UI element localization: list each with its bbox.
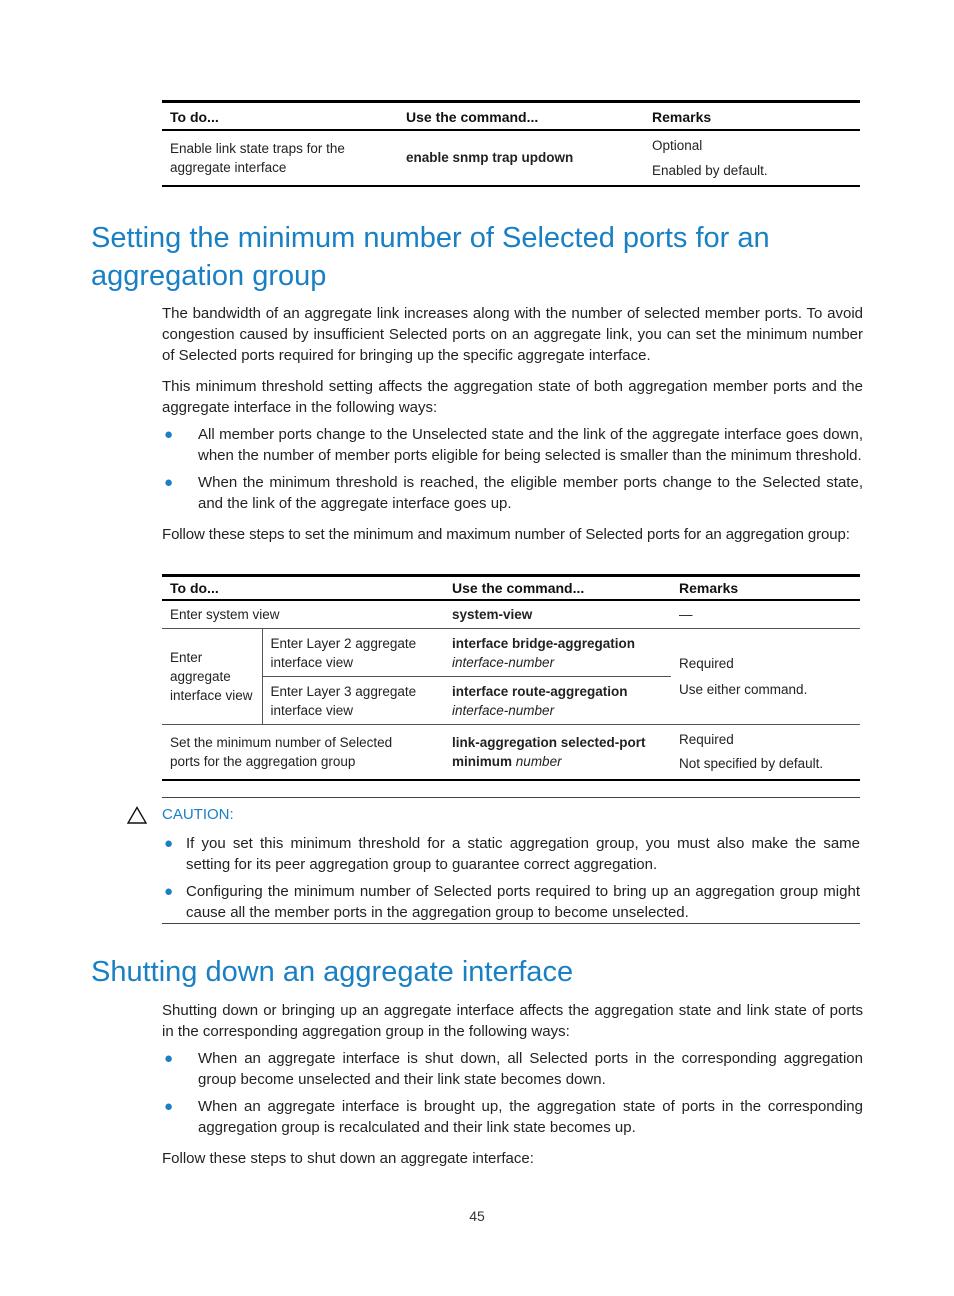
remarks-cell: Required Not specified by default. — [679, 731, 824, 771]
bullet-icon: ● — [164, 1050, 174, 1067]
command-cell: system-view — [444, 600, 671, 629]
list-item: ● Configuring the minimum number of Selected ports required to bring up an aggregation group might cause all the member ports in the aggregation group to become unselected. — [164, 883, 860, 921]
command-cell: interface route-aggregation interface-number — [444, 677, 671, 725]
todo-cell: Set the minimum number of Selected ports for the aggregation group — [170, 734, 393, 769]
todo-cell: Enter system view — [162, 600, 444, 629]
command-cell: interface bridge-aggregation interface-number — [444, 629, 671, 677]
table-row — [162, 629, 860, 677]
todo-cell: Enable link state traps for the aggregate interface — [170, 140, 345, 175]
threshold-effects-list — [162, 424, 863, 514]
bullet-icon: ● — [164, 426, 174, 443]
threshold-paragraph: This minimum threshold setting affects the aggregation state of both aggregation member ports and the aggregate interface in the following ways: — [162, 378, 863, 416]
command-table-snmp-trap — [162, 100, 860, 187]
col-header-remarks: Remarks — [671, 576, 860, 600]
remark-optional: Optional — [652, 137, 703, 153]
col-header-command: Use the command... — [444, 576, 671, 600]
bullet-icon: ● — [164, 1098, 174, 1115]
remarks-cell — [644, 130, 860, 186]
table-row — [162, 725, 860, 780]
command-cell: link-aggregation selected-port minimum number — [452, 734, 646, 769]
todo-cell: Enter Layer 2 aggregate interface view — [262, 629, 444, 677]
warning-triangle-icon — [127, 806, 147, 824]
bullet-icon: ● — [164, 883, 174, 900]
steps-intro: Follow these steps to set the minimum and maximum number of Selected ports for an aggregation group: — [162, 526, 850, 543]
list-item: ● When the minimum threshold is reached, the eligible member ports change to the Selected state, and the link of the aggregate interface goes up. — [164, 474, 863, 512]
command-text: enable snmp trap updown — [406, 150, 574, 165]
caution-list — [162, 833, 860, 923]
intro-paragraph: Shutting down or bringing up an aggregate interface affects the aggregation state and link state of ports in the corresponding aggregation group in the following ways: — [162, 1002, 863, 1040]
section1-body — [162, 303, 863, 545]
col-header-remarks: Remarks — [644, 102, 860, 130]
col-header-command: Use the command... — [398, 102, 644, 130]
shutdown-effects-list — [162, 1048, 863, 1138]
caution-label: CAUTION: — [162, 806, 234, 823]
section-title-shutting-down: Shutting down an aggregate interface — [91, 956, 574, 988]
steps-intro: Follow these steps to shut down an aggregate interface: — [162, 1150, 534, 1167]
command-table-min-selected — [162, 574, 860, 781]
section-title-min-selected-ports: Setting the minimum number of Selected ports for an aggregation group — [91, 222, 770, 292]
col-header-todo: To do... — [162, 576, 444, 600]
remarks-cell: Required Use either command. — [671, 629, 860, 725]
caution-box — [162, 797, 860, 924]
todo-cell: Enter Layer 3 aggregate interface view — [262, 677, 444, 725]
bullet-icon: ● — [164, 835, 174, 852]
list-item: ● When an aggregate interface is brought up, the aggregation state of ports in the corresponding aggregation group is recalculated and their link state becomes up. — [164, 1098, 863, 1136]
group-label-cell: Enter aggregate interface view — [162, 629, 262, 725]
list-item: ● If you set this minimum threshold for a static aggregation group, you must also make the same setting for its peer aggregation group to guarantee correct aggregation. — [164, 835, 860, 873]
table-row — [162, 130, 860, 186]
list-item: ● All member ports change to the Unselected state and the link of the aggregate interface goes down, when the number of member ports eligible for being selected is smaller than the minimum threshold. — [164, 426, 863, 464]
command-cell — [398, 130, 644, 186]
section2-body — [162, 1000, 863, 1169]
list-item: ● When an aggregate interface is shut down, all Selected ports in the corresponding aggregation group become unselected and their link state becomes down. — [164, 1050, 863, 1088]
col-header-todo: To do... — [162, 102, 398, 130]
page-number: 45 — [469, 1208, 485, 1224]
table-row — [162, 600, 860, 629]
intro-paragraph: The bandwidth of an aggregate link increases along with the number of selected member ports. To avoid congestion caused by insufficient Selected ports on an aggregate link, you can set the minimum number of Selected ports required for bringing up the specific aggregate interface. — [162, 305, 863, 364]
remark-default: Enabled by default. — [652, 162, 768, 178]
remarks-cell: — — [671, 600, 860, 629]
bullet-icon: ● — [164, 474, 174, 491]
